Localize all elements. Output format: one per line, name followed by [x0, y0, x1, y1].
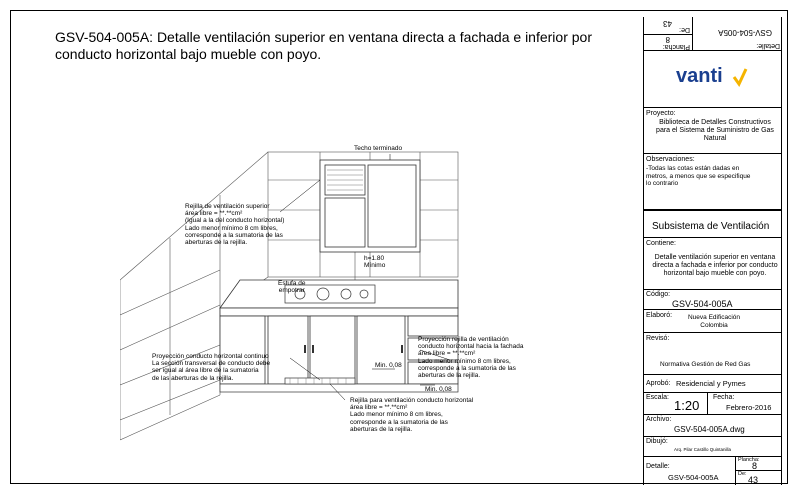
upper-grille-line: Rejilla de ventilación superior — [185, 203, 270, 210]
scale-date-cell — [644, 393, 782, 415]
facade-grille-line: corresponde a la sumatoria de las — [418, 364, 516, 372]
top-plancha: 8 — [665, 35, 670, 44]
contains-cell — [644, 238, 782, 290]
lower-grille-note — [350, 397, 473, 433]
facade-grille-line: conducto horizontal hacia la fachada — [418, 343, 524, 351]
height-min-label: Mínimo — [364, 262, 386, 269]
duct-projection-line: Proyección conducto horizontal continuo — [152, 353, 269, 360]
upper-grille-line: Lado menor mínimo 8 cm libres, — [185, 224, 278, 232]
detail-value: GSV-504-005A — [668, 473, 719, 482]
vanti-logo: vanti — [676, 65, 723, 87]
subsystem-value: Subsistema de Ventilación — [652, 221, 770, 232]
stove-line: Estufa de — [278, 280, 306, 287]
upper-grille-line: (Igual a la del conducto horizontal) — [185, 217, 285, 225]
file-cell — [644, 415, 782, 437]
upper-grille-line: área libre = **.**cm² — [185, 210, 243, 218]
lower-grille-line: aberturas de la rejilla. — [350, 425, 413, 433]
dibujo-value: Arq. Pilar Castillo Quintanilla — [674, 447, 732, 452]
file-label: Archivo: — [646, 416, 672, 423]
title-block — [643, 17, 782, 485]
plancha-label: Plancha: — [738, 457, 760, 463]
upper-grille-line: aberturas de la rejilla. — [185, 239, 248, 247]
code-label: Código: — [646, 291, 671, 298]
upper-grille-note — [185, 203, 284, 246]
lower-grille-line: Rejilla para ventilación conducto horizontal — [350, 397, 474, 404]
rev-label: Revisó: — [646, 335, 670, 342]
top-plancha-label: Plancha: — [662, 43, 690, 50]
top-detail-label: Detalle: — [756, 42, 780, 49]
page-title: GSV-504-005A: Detalle ventilación superior en ventana directa a fachada e inferior por conducto horizontal bajo mueble con poyo. — [55, 29, 592, 62]
dibujo-label: Dibujó: — [646, 438, 668, 445]
facade-grille-line: Proyección rejilla de ventilación — [418, 336, 509, 343]
aprobo-label: Aprobó: — [646, 380, 671, 387]
plancha-value: 8 — [752, 461, 758, 471]
logo-cell — [644, 51, 782, 108]
obs-label: Observaciones: — [646, 156, 695, 163]
top-strip — [644, 17, 782, 51]
aprobo-value: Residencial y Pymes — [676, 379, 746, 388]
top-code: GSV-504-005A — [718, 28, 772, 37]
elab-label: Elaboró: — [646, 312, 673, 319]
project-label: Proyecto: — [646, 110, 676, 117]
scale-label: Escala: — [646, 394, 669, 401]
facade-grille-line: Lado menor mínimo 8 cm libres, — [418, 357, 511, 365]
date-value: Febrero-2016 — [726, 403, 772, 412]
min-dimension-2: Min. 0,08 — [425, 386, 452, 393]
code-cell — [644, 290, 782, 310]
stove-line: empotrar — [278, 287, 305, 295]
contains-value: Detalle ventilación superior en ventana directa a fachada e inferior por conducto horizontal bajo mueble con poyo. — [652, 254, 778, 277]
contains-label: Contiene: — [646, 240, 676, 247]
facade-grille-note — [418, 336, 524, 379]
stove-note — [278, 280, 305, 294]
reviso-cell — [644, 333, 782, 375]
duct-projection-note — [152, 353, 270, 382]
lower-grille-line: Lado menor mínimo 8 cm libres, — [350, 411, 443, 419]
height-label: h=1.80 — [364, 255, 385, 262]
elaboro-cell — [644, 310, 782, 333]
obs-value: -Todas las cotas están dadas en metros, a menos que se especifique lo contrario — [646, 165, 751, 187]
code-value: GSV-504-005A — [672, 299, 733, 309]
duct-projection-line: ser igual al área libre de la sumatoria — [152, 367, 259, 375]
project-value: Biblioteca de Detalles Constructivos para el Sistema de Suministro de Gas Natural — [656, 119, 774, 142]
ceiling-label: Techo terminado — [354, 145, 403, 152]
min-dimension-1: Min. 0,08 — [375, 362, 402, 369]
detail-cell — [644, 457, 782, 485]
subsystem-cell — [644, 210, 782, 238]
duct-projection-line: de las aberturas de la rejilla. — [152, 374, 234, 382]
de-value: 43 — [748, 475, 759, 485]
facade-grille-line: área libre = **.**cm² — [418, 350, 476, 358]
logo-check-icon — [732, 67, 748, 87]
observations-cell — [644, 154, 782, 210]
duct-projection-line: La sección transversal de conducto debe — [152, 360, 271, 368]
date-label: Fecha: — [713, 394, 735, 401]
facade-grille-line: aberturas de la rejilla. — [418, 372, 481, 380]
detail-label: Detalle: — [646, 463, 670, 470]
upper-grille-line: corresponde a la sumatoria de las — [185, 231, 283, 239]
lower-grille-line: área libre = **.**cm² — [350, 404, 408, 412]
scale-value: 1:20 — [674, 398, 700, 413]
rev-value: Normativa Gestión de Red Gas — [660, 361, 751, 368]
top-de-label: De: — [679, 26, 690, 33]
file-value: GSV-504-005A.dwg — [674, 425, 745, 434]
de-label: De: — [738, 471, 747, 477]
lower-grille-line: corresponde a la sumatoria de las — [350, 418, 448, 426]
dibujo-cell — [644, 437, 782, 457]
aprobo-cell — [644, 375, 782, 393]
project-cell — [644, 108, 782, 154]
elab-value: Nueva Edificación Colombia — [687, 314, 741, 329]
top-de: 43 — [663, 19, 672, 28]
